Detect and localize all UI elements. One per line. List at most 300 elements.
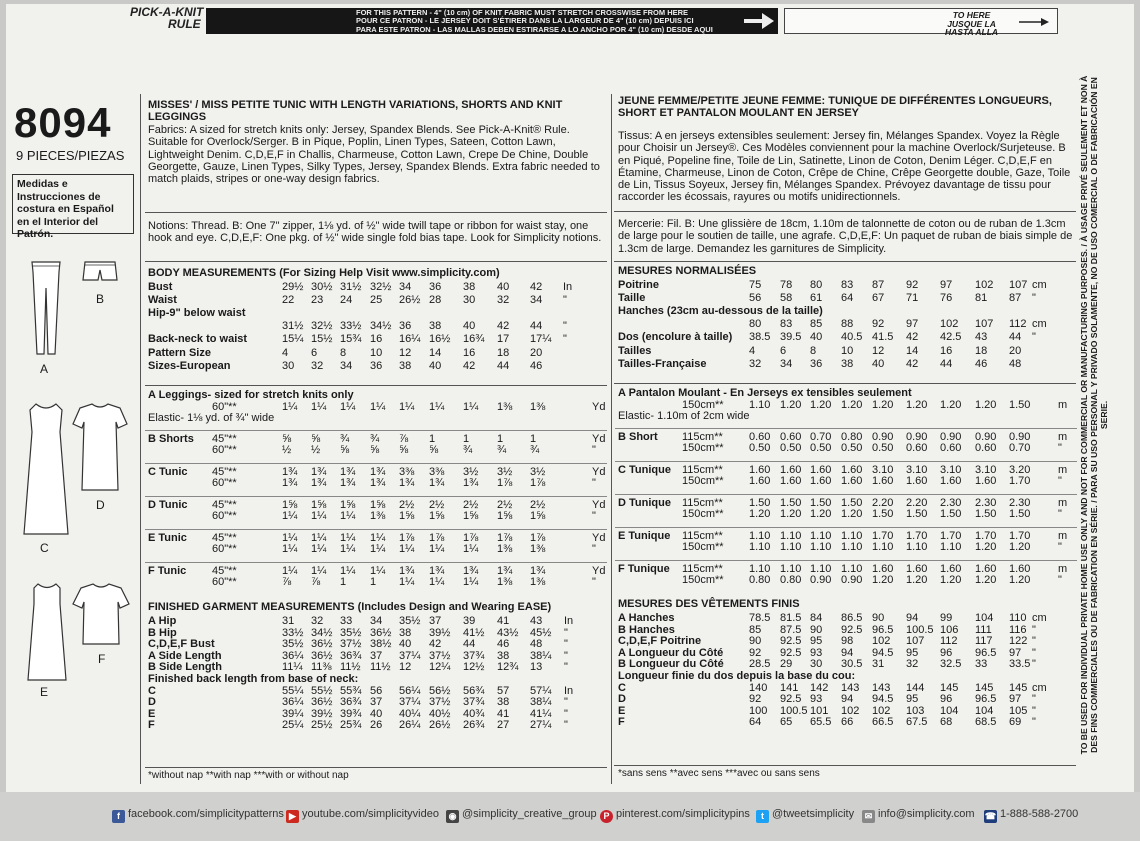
- value-cell: 38¼: [530, 696, 552, 709]
- value-cell: 1.20: [1009, 574, 1031, 586]
- value-cell: 26¼: [399, 719, 421, 732]
- row-label: F: [148, 719, 155, 732]
- value-cell: 8: [340, 346, 347, 359]
- unit-cell: ": [564, 649, 568, 662]
- value-cell: 1⅞: [530, 477, 546, 489]
- value-cell: 18: [975, 344, 988, 357]
- value-cell: 1.20: [975, 574, 997, 586]
- value-cell: 32: [497, 294, 510, 307]
- value-cell: 1.60: [780, 475, 802, 487]
- value-cell: 1¼: [311, 564, 327, 577]
- unit-cell: ": [1032, 331, 1036, 344]
- value-cell: 16½: [429, 333, 451, 346]
- rule: [615, 461, 1077, 462]
- value-cell: 95: [810, 635, 823, 648]
- value-cell: ⅞: [399, 432, 409, 445]
- value-cell: 112: [1009, 318, 1027, 331]
- value-cell: 12: [399, 661, 412, 674]
- value-cell: 0.70: [1009, 442, 1031, 454]
- value-cell: 1.60: [841, 463, 863, 476]
- view-label: B Short: [618, 430, 658, 443]
- value-cell: 4: [282, 346, 289, 359]
- row-label: B Longueur du Côté: [618, 658, 724, 671]
- value-cell: 1¼: [463, 543, 479, 555]
- value-cell: 1⅝: [497, 510, 513, 522]
- sketch-label-d: D: [96, 498, 105, 512]
- shorts-sketch: [82, 260, 118, 284]
- unit-cell: ": [1058, 442, 1062, 454]
- value-cell: 0.60: [906, 442, 928, 454]
- unit-cell: ": [564, 638, 568, 651]
- value-cell: 37¼: [399, 696, 421, 709]
- short-sleeve-tunic-sketch: [72, 402, 128, 492]
- view-label: A Leggings- sized for stretch knits only: [148, 389, 354, 401]
- unit-cell: ": [564, 719, 568, 732]
- value-cell: 55½: [311, 684, 333, 697]
- value-cell: 1¼: [429, 576, 445, 588]
- row-label: Pattern Size: [148, 346, 211, 359]
- value-cell: 3⅜: [429, 465, 445, 478]
- value-cell: 39: [463, 615, 476, 627]
- rule: [615, 560, 1077, 561]
- value-cell: 1⅝: [530, 510, 546, 522]
- value-cell: 31½: [340, 281, 362, 293]
- value-cell: 1¼: [463, 400, 479, 413]
- value-cell: 15½: [311, 333, 333, 346]
- value-cell: 40¼: [399, 707, 421, 720]
- unit-cell: ": [592, 510, 596, 522]
- value-cell: 102: [872, 635, 891, 648]
- value-cell: 38: [399, 359, 412, 372]
- arrow-right-icon: [744, 12, 774, 30]
- value-cell: 1.60: [780, 463, 802, 476]
- value-cell: 1.50: [906, 508, 928, 520]
- value-cell: 104: [975, 612, 994, 624]
- value-cell: ½: [282, 444, 292, 456]
- center-divider: [611, 94, 612, 784]
- value-cell: 97: [1009, 646, 1022, 659]
- value-cell: 39¼: [282, 707, 304, 720]
- value-cell: 44: [530, 320, 543, 333]
- unit-cell: ": [592, 543, 596, 555]
- value-cell: 143: [872, 681, 891, 694]
- fabric-width: 60"**: [212, 400, 237, 413]
- value-cell: 30: [282, 359, 295, 372]
- value-cell: 1.10: [940, 541, 962, 553]
- value-cell: 2½: [497, 498, 513, 511]
- value-cell: 1.20: [906, 574, 928, 586]
- fabric-width: 150cm**: [682, 574, 724, 586]
- value-cell: 102: [940, 318, 959, 331]
- value-cell: 0.50: [810, 442, 832, 454]
- rule: [145, 529, 607, 530]
- value-cell: 0.60: [975, 442, 997, 454]
- value-cell: 1¼: [399, 543, 415, 555]
- value-cell: 1⅞: [463, 531, 479, 544]
- pattern-number: 8094: [14, 99, 112, 146]
- unit-cell: cm: [1032, 612, 1047, 624]
- value-cell: 1.20: [975, 541, 997, 553]
- leggings-sketch: [28, 258, 64, 358]
- view-label: C Tunique: [618, 463, 671, 476]
- value-cell: 0.50: [780, 442, 802, 454]
- value-cell: ⅞: [311, 576, 321, 588]
- value-cell: 1.60: [749, 463, 771, 476]
- value-cell: 1.10: [841, 529, 863, 542]
- sketch-label-e: E: [40, 685, 49, 699]
- value-cell: 40: [810, 331, 823, 344]
- row-label: B Hanches: [618, 623, 675, 636]
- row-label: B Side Length: [148, 661, 222, 674]
- value-cell: 1.60: [940, 475, 962, 487]
- value-cell: 96: [940, 646, 953, 659]
- value-cell: 93: [810, 693, 823, 706]
- unit-cell: ": [592, 444, 596, 456]
- unit-cell: ": [1058, 475, 1062, 487]
- value-cell: 30: [463, 294, 476, 307]
- value-cell: 3½: [530, 465, 546, 478]
- value-cell: 1.60: [810, 463, 832, 476]
- value-cell: 1¼: [429, 400, 445, 413]
- rule: [614, 211, 1076, 212]
- value-cell: 83: [841, 279, 854, 291]
- english-title: [148, 99, 604, 124]
- value-cell: ¾: [463, 444, 473, 456]
- value-cell: 16: [463, 346, 476, 359]
- email-link[interactable]: [862, 808, 975, 823]
- pak-line-1: FOR THIS PATTERN - 4" (10 cm) OF KNIT FABRIC MUST STRETCH CROSSWISE FROM HERE: [356, 8, 689, 17]
- value-cell: 13: [530, 661, 543, 674]
- view-label: F Tunic: [148, 564, 187, 577]
- row-label: A Side Length: [148, 649, 222, 662]
- value-cell: 87.5: [780, 623, 802, 636]
- value-cell: 32½: [311, 320, 333, 333]
- value-cell: 92.5: [780, 635, 802, 648]
- sketch-label-f: F: [98, 652, 106, 666]
- value-cell: 26¾: [463, 719, 485, 732]
- fabric-width: 60"**: [212, 543, 237, 555]
- value-cell: 38½: [370, 638, 392, 651]
- value-cell: 1⅜: [370, 510, 386, 522]
- pinterest-text: pinterest.com/simplicitypins: [616, 808, 750, 820]
- unit-cell: m: [1058, 562, 1068, 575]
- value-cell: 78.5: [749, 612, 771, 624]
- unit-cell: Yd: [592, 432, 606, 445]
- value-cell: 90: [810, 623, 823, 636]
- value-cell: 0.70: [810, 430, 832, 443]
- english-title-text: MISSES' / MISS PETITE TUNIC WITH LENGTH VARIATIONS, SHORTS AND KNIT LEGGINGS: [148, 99, 563, 124]
- value-cell: 1⅜: [530, 543, 546, 555]
- value-cell: 1.20: [940, 574, 962, 586]
- to-here-box: [784, 8, 1058, 37]
- value-cell: 94: [906, 612, 919, 624]
- view-label: D Tunique: [618, 496, 671, 509]
- value-cell: 34: [780, 357, 793, 370]
- value-cell: 1.10: [841, 562, 863, 575]
- rule: [145, 261, 607, 262]
- fabric-width: 60"**: [212, 444, 237, 456]
- value-cell: 16¾: [463, 333, 485, 346]
- row-label: Dos (encolure à taille): [618, 331, 733, 344]
- value-cell: 33: [340, 615, 353, 627]
- unit-cell: Yd: [592, 465, 606, 478]
- value-cell: 65.5: [810, 716, 832, 729]
- value-cell: 32½: [370, 281, 392, 293]
- value-cell: 1.50: [940, 508, 962, 520]
- value-cell: 28.5: [749, 658, 771, 671]
- value-cell: 11¼: [282, 661, 303, 674]
- facebook-text: facebook.com/simplicitypatterns: [128, 808, 284, 820]
- value-cell: 1.20: [975, 398, 997, 411]
- english-footnote: *without nap **with nap ***with or without nap: [148, 770, 349, 781]
- value-cell: 3.10: [975, 463, 997, 476]
- unit-cell: ": [564, 661, 568, 674]
- value-cell: 34: [530, 294, 543, 307]
- value-cell: 85: [810, 318, 823, 331]
- finis-title: MESURES DES VÊTEMENTS FINIS: [618, 598, 800, 610]
- value-cell: 100: [749, 704, 768, 717]
- value-cell: 1¾: [497, 564, 513, 577]
- value-cell: 110: [1009, 612, 1027, 624]
- value-cell: 26½: [429, 719, 451, 732]
- value-cell: 46: [497, 638, 510, 651]
- value-cell: 80: [810, 279, 823, 291]
- value-cell: 44: [1009, 331, 1022, 344]
- value-cell: 87: [872, 279, 885, 291]
- pinterest-link[interactable]: [600, 808, 750, 823]
- value-cell: 111: [975, 623, 992, 636]
- value-cell: 105: [1009, 704, 1028, 717]
- value-cell: 95: [906, 693, 919, 706]
- value-cell: ⅝: [370, 444, 380, 456]
- value-cell: 92: [872, 318, 885, 331]
- value-cell: 56: [749, 292, 762, 305]
- value-cell: 1.70: [1009, 529, 1031, 542]
- value-cell: 1: [463, 432, 470, 445]
- value-cell: 57¼: [530, 684, 552, 697]
- unit-cell: ": [1032, 658, 1036, 671]
- value-cell: 1¾: [311, 477, 327, 489]
- unit-cell: cm: [1032, 318, 1047, 331]
- mesures-title: MESURES NORMALISÉES: [618, 265, 757, 277]
- rule: [615, 494, 1077, 495]
- value-cell: 83: [780, 318, 793, 331]
- value-cell: 1¼: [340, 510, 356, 522]
- row-label: Hanches (23cm au-dessous de la taille): [618, 305, 823, 318]
- rule: [614, 383, 1076, 384]
- unit-cell: ": [1032, 292, 1036, 305]
- row-label: F: [618, 716, 625, 729]
- value-cell: 0.50: [841, 442, 863, 454]
- value-cell: 1.20: [841, 508, 863, 520]
- value-cell: 37: [370, 649, 383, 662]
- value-cell: 0.80: [749, 574, 771, 586]
- value-cell: ¾: [497, 444, 507, 456]
- value-cell: 1¼: [340, 543, 356, 555]
- value-cell: 1⅞: [497, 477, 513, 489]
- value-cell: 26: [370, 719, 383, 732]
- value-cell: 37½: [340, 638, 362, 651]
- value-cell: 1¼: [282, 531, 298, 544]
- value-cell: 38: [463, 281, 476, 293]
- value-cell: 55¾: [340, 684, 362, 697]
- value-cell: 11½: [340, 661, 361, 674]
- phone-link[interactable]: [984, 808, 1078, 823]
- value-cell: 43: [530, 615, 543, 627]
- value-cell: 92.5: [780, 646, 802, 659]
- value-cell: 28: [429, 294, 442, 307]
- value-cell: 30.5: [841, 658, 863, 671]
- value-cell: 32: [311, 359, 324, 372]
- row-label: A Longueur du Côté: [618, 646, 724, 659]
- value-cell: 145: [940, 681, 959, 694]
- value-cell: 3½: [463, 465, 479, 478]
- unit-cell: m: [1058, 463, 1068, 476]
- value-cell: 3½: [497, 465, 513, 478]
- unit-cell: m: [1058, 430, 1068, 443]
- value-cell: 66: [841, 716, 854, 729]
- value-cell: 61: [810, 292, 823, 305]
- fabric-width: 45"**: [212, 498, 237, 511]
- value-cell: 0.50: [749, 442, 771, 454]
- spanish-instructions-box: Medidas e Instrucciones de costura en Español en el Interior del Patrón.: [12, 174, 134, 234]
- value-cell: 1.20: [940, 398, 962, 411]
- value-cell: 42: [497, 320, 510, 333]
- value-cell: 36¼: [282, 649, 304, 662]
- unit-cell: ": [1032, 716, 1036, 729]
- row-label: Bust: [148, 281, 173, 293]
- value-cell: 141: [780, 681, 799, 694]
- row-label: Poitrine: [618, 279, 659, 291]
- notions-text: Notions: Thread. B: One 7" zipper, 1⅛ yd. of ½" wide twill tape or ribbon for waist stay, one hook and eye. C,D,E,F: One pkg. of ½" wide single fold bias tape. Look for Simplicity notions.: [148, 220, 602, 245]
- value-cell: 1.60: [975, 475, 997, 487]
- value-cell: 1¼: [340, 564, 356, 577]
- value-cell: 37½: [429, 649, 451, 662]
- value-cell: 1¼: [370, 400, 386, 413]
- value-cell: 107: [906, 635, 925, 648]
- value-cell: 1.60: [906, 475, 928, 487]
- value-cell: 36½: [370, 626, 392, 639]
- value-cell: 1⅝: [429, 510, 445, 522]
- pieces-count: 9 PIECES/PIEZAS: [16, 148, 125, 163]
- row-label: Tailles: [618, 344, 652, 357]
- value-cell: 1.70: [975, 529, 997, 542]
- value-cell: 37¾: [463, 696, 485, 709]
- value-cell: 12: [872, 344, 885, 357]
- value-cell: 99: [940, 612, 953, 624]
- value-cell: 75: [749, 279, 762, 291]
- value-cell: 100.5: [780, 704, 808, 717]
- fabric-width: 45"**: [212, 564, 237, 577]
- value-cell: 38: [429, 320, 442, 333]
- value-cell: 145: [1009, 681, 1028, 694]
- value-cell: 43½: [497, 626, 519, 639]
- value-cell: 33: [975, 658, 988, 671]
- fabric-width: 60"**: [212, 576, 237, 588]
- unit-cell: ": [1032, 704, 1036, 717]
- value-cell: 143: [841, 681, 860, 694]
- value-cell: 8: [810, 344, 817, 357]
- value-cell: 56: [370, 684, 383, 697]
- value-cell: 16: [370, 333, 383, 346]
- value-cell: 35½: [282, 638, 304, 651]
- french-title: JEUNE FEMME/PETITE JEUNE FEMME: TUNIQUE DE DIFFÉRENTES LONGUEURS, SHORT ET PANTALON MOULANT EN JERSEY: [618, 95, 1052, 120]
- value-cell: 1.20: [780, 508, 802, 520]
- youtube-link[interactable]: [286, 808, 439, 823]
- value-cell: 66.5: [872, 716, 894, 729]
- twitter-link[interactable]: [756, 808, 854, 823]
- value-cell: 1¾: [282, 465, 298, 478]
- twitter-icon: t: [756, 810, 769, 823]
- value-cell: 102: [872, 704, 891, 717]
- value-cell: 1¾: [530, 564, 546, 577]
- mercerie-text: Mercerie: Fil. B: Une glissière de 18cm, 1.10m de talonnette de coton ou de ruban de 1.3cm de large pour le soutien de taille, une agrafe. C,D,E,F: Un paquet de ruban de biais simple de 1.3cm de large. Demandez les garnitures de Simplicity.: [618, 218, 1073, 255]
- row-label: E: [148, 707, 156, 720]
- value-cell: 78: [780, 279, 793, 291]
- value-cell: 112: [940, 635, 958, 648]
- value-cell: 90: [749, 635, 762, 648]
- value-cell: 1.10: [749, 398, 771, 411]
- fabric-width: 150cm**: [682, 508, 724, 520]
- value-cell: 29: [780, 658, 793, 671]
- value-cell: 0.90: [940, 430, 962, 443]
- value-cell: 31: [282, 615, 295, 627]
- row-label: Back-neck to waist: [148, 333, 248, 346]
- unit-cell: m: [1058, 496, 1068, 509]
- instagram-link[interactable]: [446, 808, 597, 823]
- value-cell: 55¼: [282, 684, 304, 697]
- value-cell: 30: [810, 658, 823, 671]
- value-cell: 1.10: [810, 529, 832, 542]
- value-cell: 36: [429, 281, 442, 293]
- view-label: E Tunic: [148, 531, 187, 544]
- value-cell: 103: [906, 704, 925, 717]
- value-cell: 88: [841, 318, 854, 331]
- value-cell: 41.5: [872, 331, 894, 344]
- french-footnote: *sans sens **avec sens ***avec ou sans sens: [618, 768, 820, 779]
- value-cell: 46: [975, 357, 988, 370]
- value-cell: 42: [530, 281, 543, 293]
- row-label: A Hanches: [618, 612, 675, 624]
- unit-cell: ": [592, 477, 596, 489]
- value-cell: 1.20: [1009, 541, 1031, 553]
- value-cell: 2.30: [1009, 496, 1031, 509]
- facebook-link[interactable]: [112, 808, 284, 823]
- unit-cell: cm: [1032, 681, 1047, 694]
- unit-cell: ": [1058, 508, 1062, 520]
- value-cell: 37¾: [463, 649, 485, 662]
- value-cell: 14: [429, 346, 442, 359]
- pak-label-1: PICK-A-KNIT: [130, 5, 204, 19]
- value-cell: 32: [749, 357, 762, 370]
- value-cell: 1.60: [810, 475, 832, 487]
- value-cell: 6: [780, 344, 787, 357]
- fabric-width: Elastic- 1⅛ yd. of ¾" wide: [148, 412, 275, 424]
- value-cell: 42.5: [940, 331, 962, 344]
- fabric-width: 115cm**: [682, 529, 723, 542]
- rule: [615, 527, 1077, 528]
- value-cell: 1¾: [282, 477, 298, 489]
- value-cell: 58: [780, 292, 793, 305]
- unit-cell: ": [1032, 623, 1036, 636]
- value-cell: 1¼: [282, 564, 298, 577]
- value-cell: 85: [749, 623, 762, 636]
- value-cell: 81.5: [780, 612, 802, 624]
- email-text: info@simplicity.com: [878, 808, 975, 820]
- value-cell: 102: [841, 704, 860, 717]
- value-cell: 1¼: [340, 531, 356, 544]
- value-cell: 42: [429, 638, 442, 651]
